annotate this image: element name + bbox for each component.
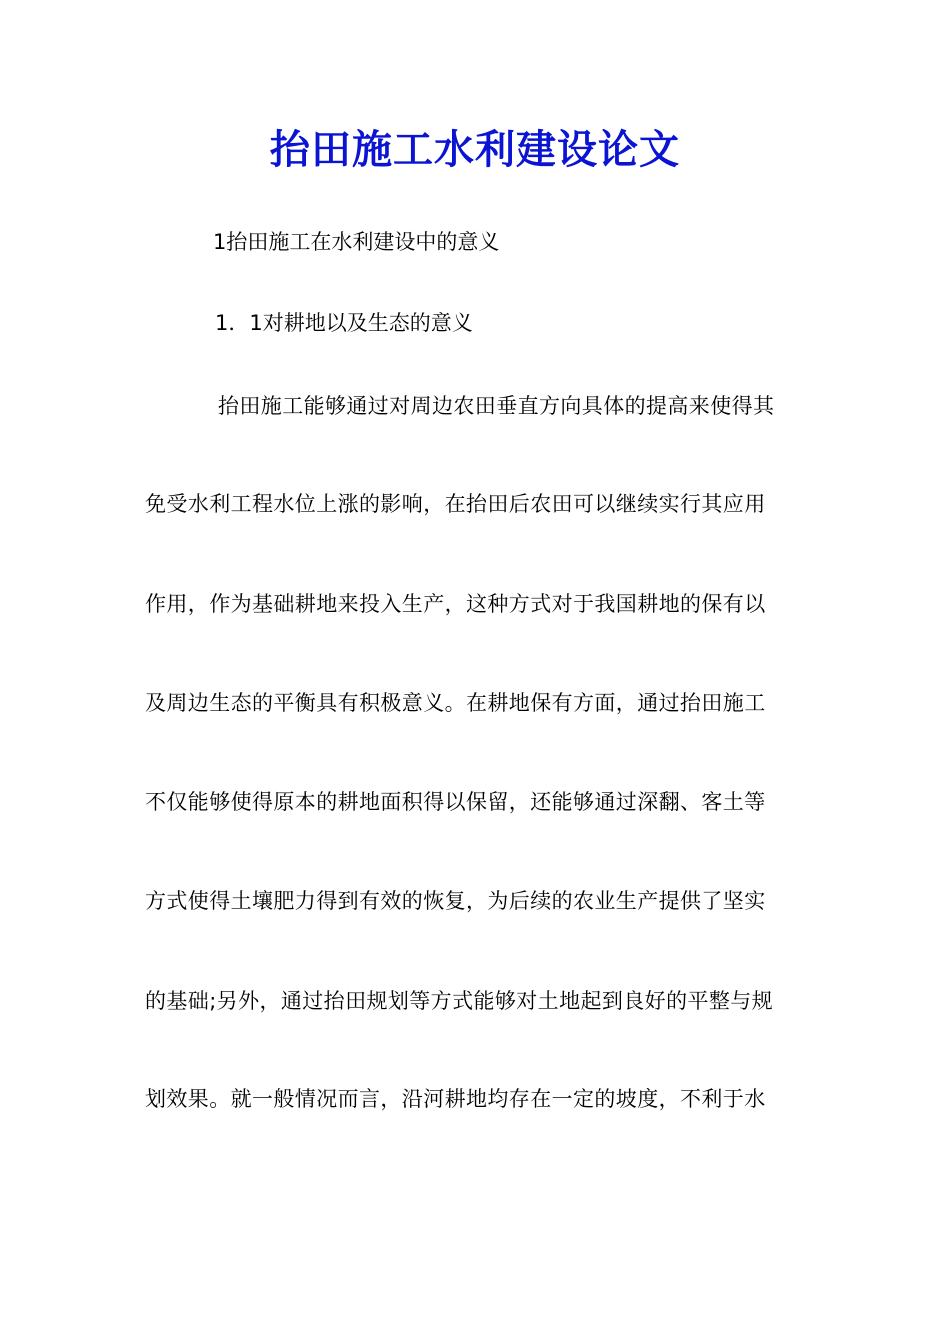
paragraph-line: 免受水利工程水位上涨的影响，在抬田后农田可以继续实行其应用 bbox=[145, 492, 766, 516]
paragraph-line: 抬田施工能够通过对周边农田垂直方向具体的提高来使得其 bbox=[218, 394, 775, 418]
paragraph-line: 划效果。就一般情况而言，沿河耕地均存在一定的坡度，不利于水 bbox=[145, 1087, 766, 1111]
paragraph-line: 作用，作为基础耕地来投入生产，这种方式对于我国耕地的保有以 bbox=[145, 592, 766, 616]
document-title: 抬田施工水利建设论文 bbox=[270, 126, 680, 173]
paragraph-line: 及周边生态的平衡具有积极意义。在耕地保有方面，通过抬田施工 bbox=[145, 691, 766, 715]
section-heading: 1抬田施工在水利建设中的意义 bbox=[213, 230, 500, 254]
paragraph-line: 方式使得土壤肥力得到有效的恢复，为后续的农业生产提供了坚实 bbox=[145, 889, 766, 913]
paragraph-line: 不仅能够使得原本的耕地面积得以保留，还能够通过深翻、客土等 bbox=[145, 790, 766, 814]
paragraph-line: 的基础;另外，通过抬田规划等方式能够对土地起到良好的平整与规 bbox=[145, 989, 774, 1013]
subsection-heading: 1．1对耕地以及生态的意义 bbox=[215, 311, 473, 335]
